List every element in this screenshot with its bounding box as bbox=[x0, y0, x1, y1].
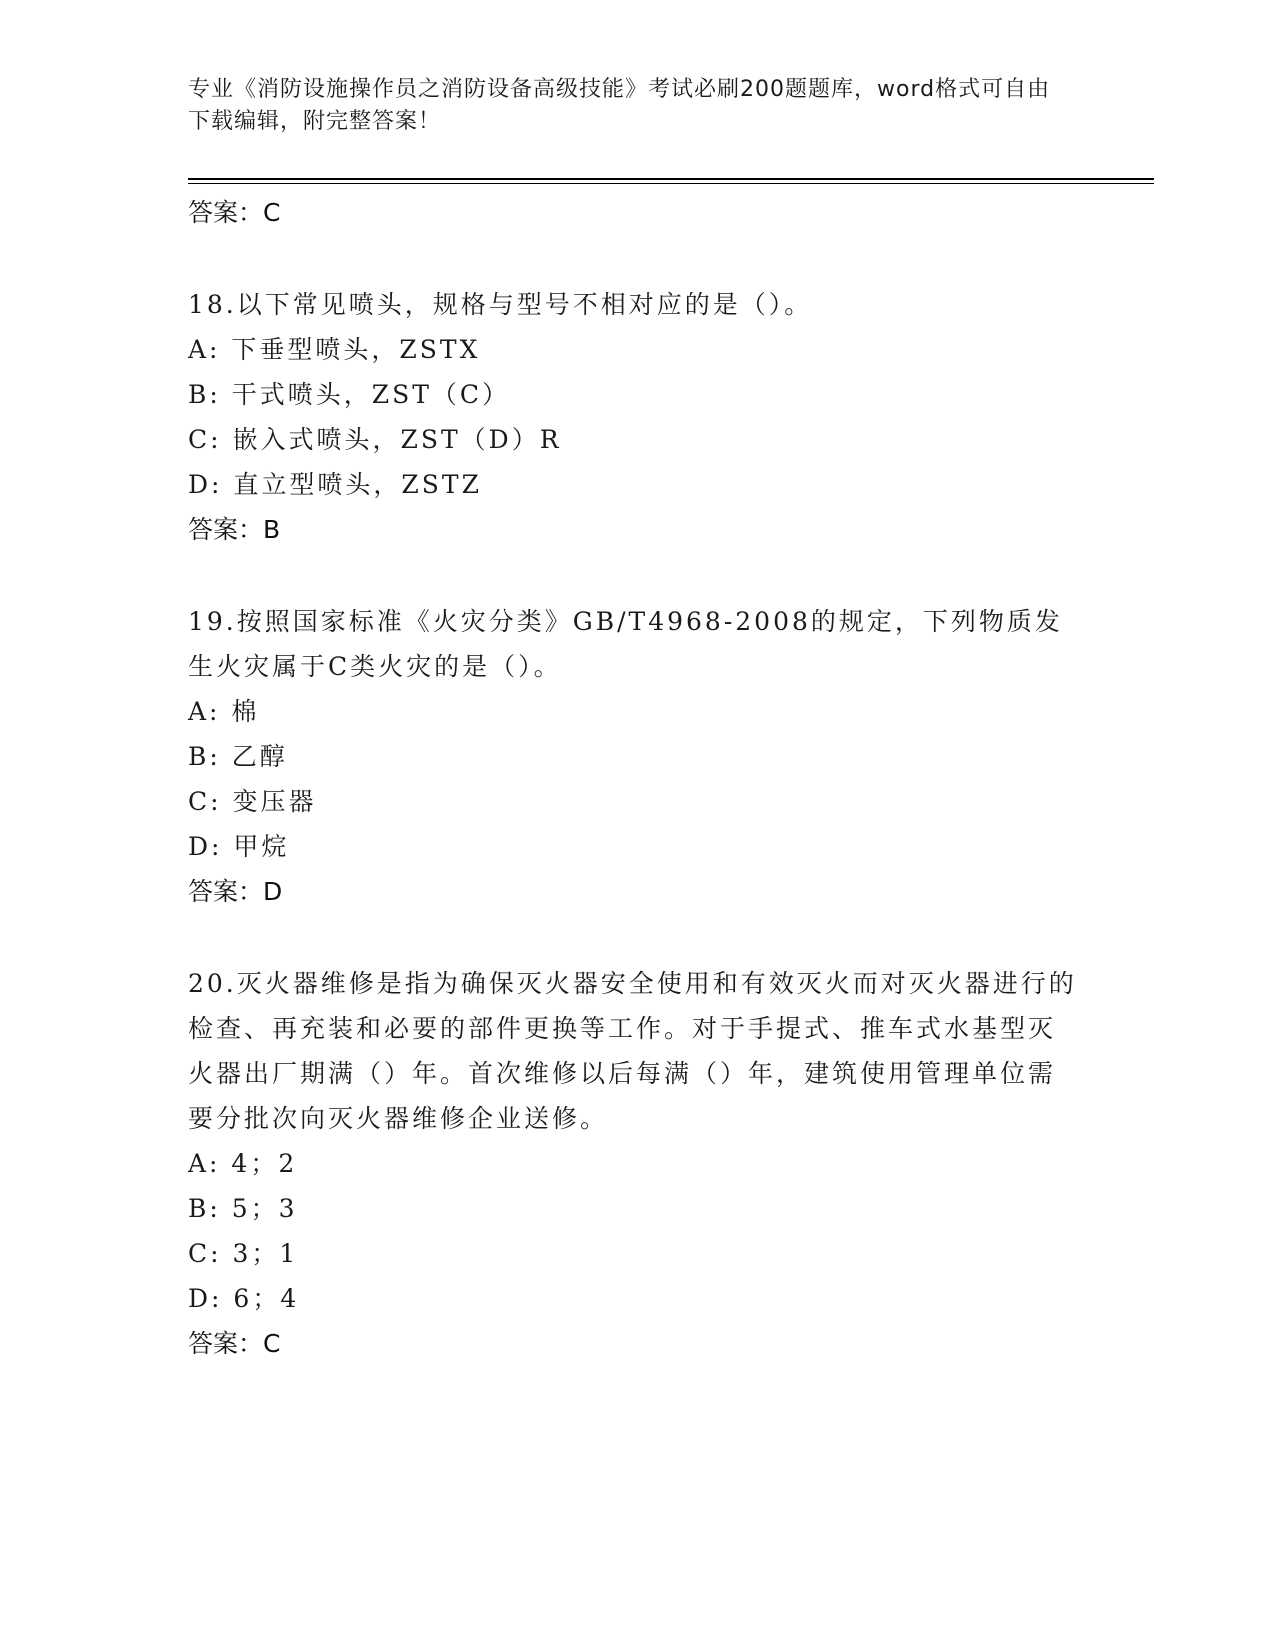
question-block-19 bbox=[188, 599, 1078, 914]
option-a: A: 4；2 bbox=[188, 1149, 298, 1178]
question-block-18 bbox=[188, 282, 1078, 552]
option-d: D: 直立型喷头，ZSTZ bbox=[188, 470, 482, 499]
option-c: C: 嵌入式喷头，ZST（D）R bbox=[188, 425, 562, 454]
answer-line: 答案：D bbox=[188, 877, 283, 906]
question-text: 19.按照国家标准《火灾分类》GB/T4968-2008的规定，下列物质发生火灾属于C类火灾的是（）。 bbox=[188, 607, 1063, 681]
option-a: A: 下垂型喷头，ZSTX bbox=[188, 335, 481, 364]
question-text: 20.灭火器维修是指为确保灭火器安全使用和有效灭火而对灭火器进行的检查、再充装和必要的部件更换等工作。对于手提式、推车式水基型灭火器出厂期满（）年。首次维修以后每满（）年，建筑使用管理单位需要分批次向灭火器维修企业送修。 bbox=[188, 969, 1077, 1133]
option-b: B: 乙醇 bbox=[188, 742, 288, 771]
option-d: D: 6；4 bbox=[188, 1284, 300, 1313]
page-header: 专业《消防设施操作员之消防设备高级技能》考试必刷200题题库，word格式可自由下载编辑，附完整答案！ bbox=[188, 77, 1051, 134]
option-d: D: 甲烷 bbox=[188, 832, 290, 861]
option-b: B: 干式喷头，ZST（C） bbox=[188, 380, 511, 409]
header-divider bbox=[188, 178, 1154, 180]
header-divider-thin bbox=[188, 183, 1154, 184]
option-c: C: 3；1 bbox=[188, 1239, 299, 1268]
option-c: C: 变压器 bbox=[188, 787, 317, 816]
question-list bbox=[188, 190, 1078, 1366]
question-text: 18.以下常见喷头，规格与型号不相对应的是（）。 bbox=[188, 290, 813, 319]
answer-line: 答案：B bbox=[188, 515, 281, 544]
answer-line: 答案：C bbox=[188, 1329, 281, 1358]
answer-line: 答案：C bbox=[188, 198, 281, 227]
option-b: B: 5；3 bbox=[188, 1194, 298, 1223]
question-block-20 bbox=[188, 961, 1078, 1366]
option-a: A: 棉 bbox=[188, 697, 260, 726]
